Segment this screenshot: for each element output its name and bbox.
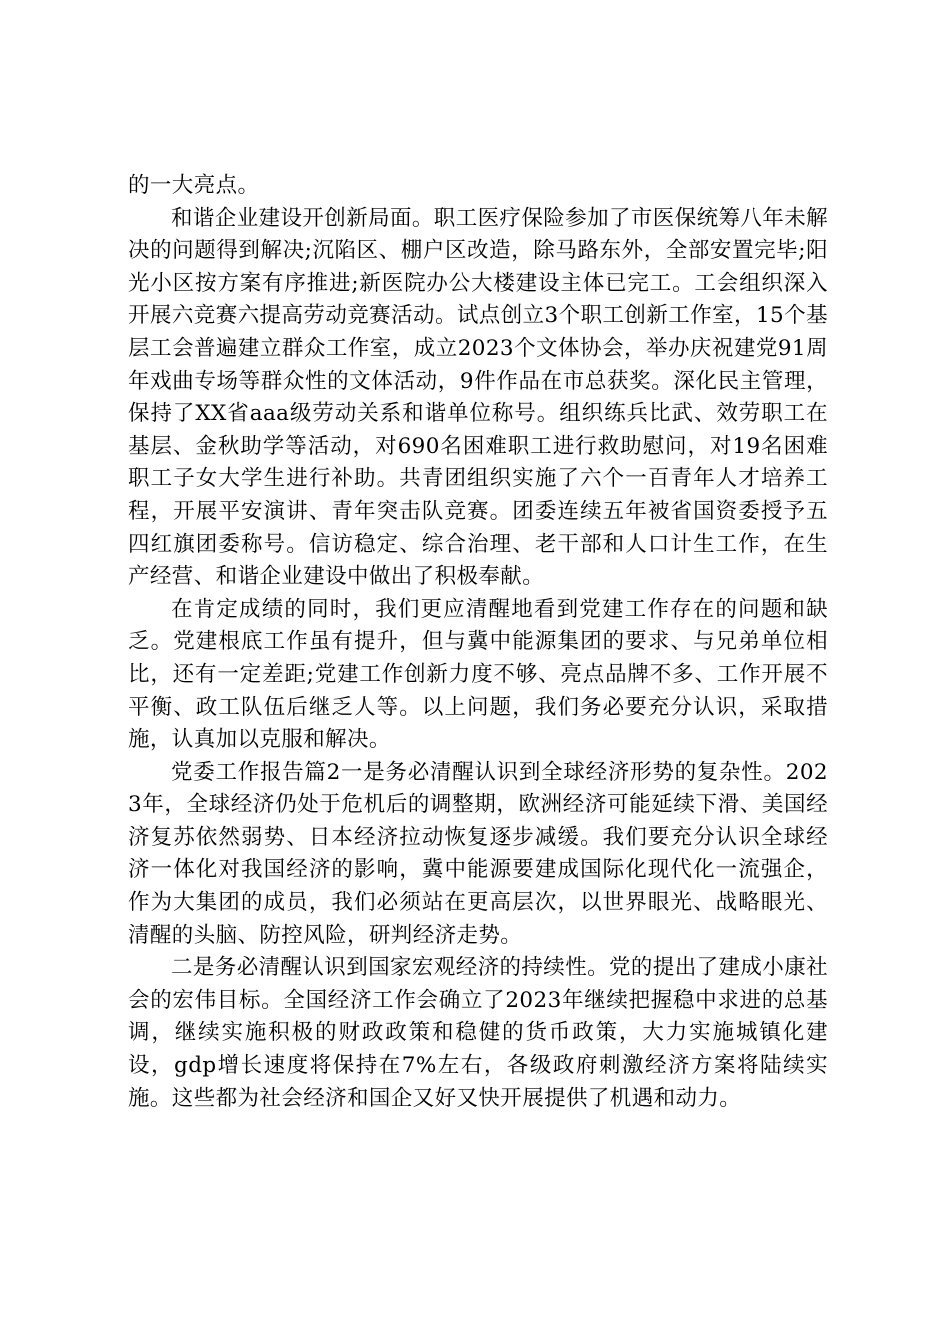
paragraph-continuation: 的一大亮点。 — [128, 173, 260, 198]
document-page — [128, 170, 828, 1115]
paragraph-global-economy: 党委工作报告篇2一是务必清醒认识到全球经济形势的复杂性。2023年，全球经济仍处于危机后的调整期，欧洲经济可能延续下滑、美国经济复苏依然弱势、日本经济拉动恢复逐步减缓。我们要充分认识全球经济一体化对我国经济的影响，冀中能源要建成国际化现代化一流强企，作为大集团的成员，我们必须站在更高层次，以世界眼光、战略眼光、清醒的头脑、防控风险，研判经济走势。 — [128, 759, 828, 948]
paragraph-problems: 在肯定成绩的同时，我们更应清醒地看到党建工作存在的问题和缺乏。党建根底工作虽有提升，但与冀中能源集团的要求、与兄弟单位相比，还有一定差距;党建工作创新力度不够、亮点品牌不多、工作开展不平衡、政工队伍后继乏人等。以上问题，我们务必要充分认识，采取措施，认真加以克服和解决。 — [128, 596, 828, 753]
paragraph-national-economy: 二是务必清醒认识到国家宏观经济的持续性。党的提出了建成小康社会的宏伟目标。全国经济工作会确立了2023年继续把握稳中求进的总基调，继续实施积极的财政政策和稳健的货币政策，大力实施城镇化建设，gdp增长速度将保持在7%左右，各级政府刺激经济方案将陆续实施。这些都为社会经济和国企又好又快开展提供了机遇和动力。 — [128, 955, 829, 1111]
paragraph-harmonious-enterprise: 和谐企业建设开创新局面。职工医疗保险参加了市医保统筹八年未解决的问题得到解决;沉陷区、棚户区改造，除马路东外，全部安置完毕;阳光小区按方案有序推进;新医院办公大楼建设主体已完工。工会组织深入开展六竞赛六提高劳动竞赛活动。试点创立3个职工创新工作室，15个基层工会普遍建立群众工作室，成立2023个文体协会，举办庆祝建党91周年戏曲专场等群众性的文体活动，9件作品在市总获奖。深化民主管理，保持了XX省aaa级劳动关系和谐单位称号。组织练兵比武、效劳职工在基层、金秋助学等活动，对690名困难职工进行救助慰问，对19名困难职工子女大学生进行补助。共青团组织实施了六个一百青年人才培养工程，开展平安演讲、青年突击队竞赛。团委连续五年被省国资委授予五四红旗团委称号。信访稳定、综合治理、老干部和人口计生工作，在生产经营、和谐企业建设中做出了积极奉献。 — [128, 205, 829, 590]
